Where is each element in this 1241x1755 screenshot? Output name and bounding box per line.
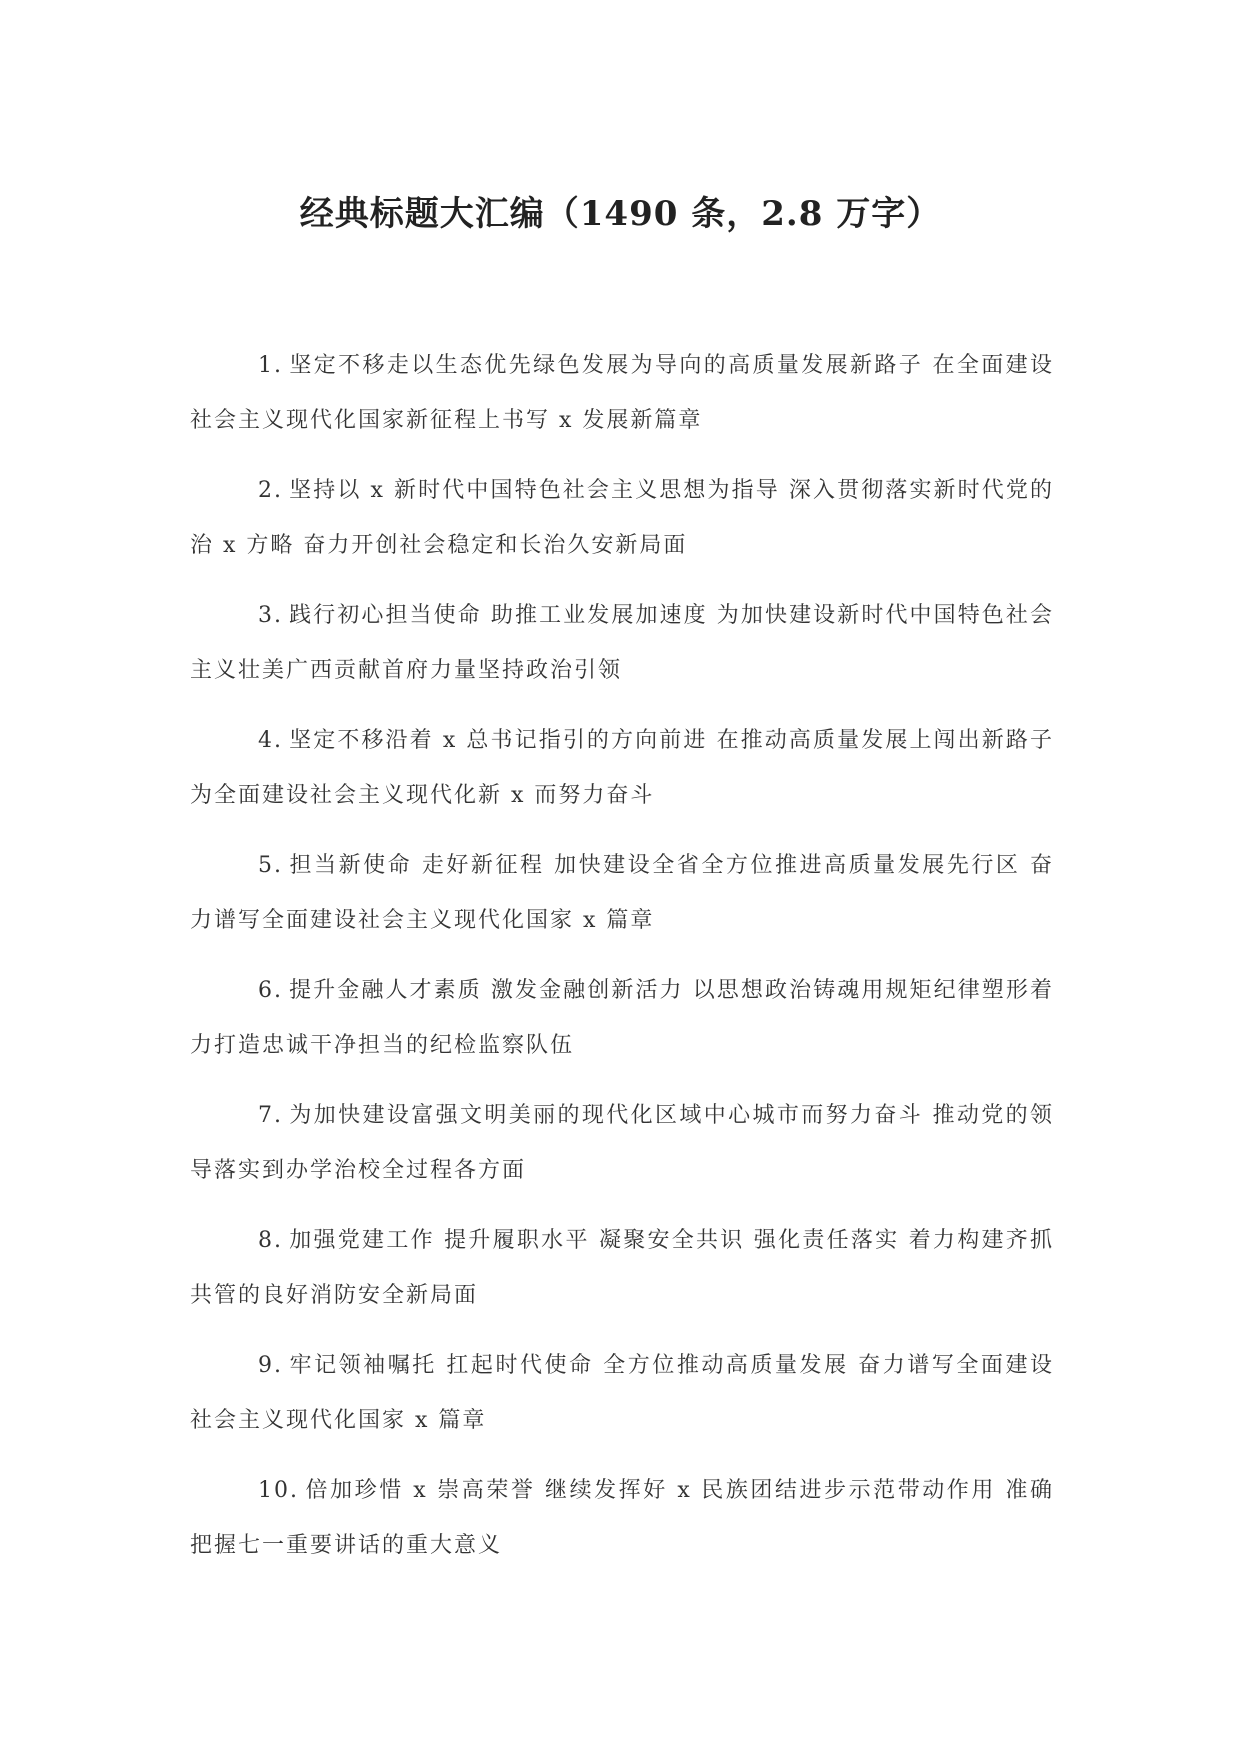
document-title: 经典标题大汇编（1490 条，2.8 万字） <box>299 194 942 234</box>
item-text: 践行初心担当使命 助推工业发展加速度 为加快建设新时代中国特色社会主义壮美广西贡献首府力量坚持政治引领 <box>190 603 1054 683</box>
list-item <box>190 463 1054 573</box>
item-text: 坚定不移沿着 x 总书记指引的方向前进 在推动高质量发展上闯出新路子 为全面建设社会主义现代化新 x 而努力奋斗 <box>190 728 1054 808</box>
item-number: 2. <box>258 478 283 503</box>
item-number: 4. <box>258 728 283 753</box>
list-item <box>190 838 1054 948</box>
item-text: 担当新使命 走好新征程 加快建设全省全方位推进高质量发展先行区 奋力谱写全面建设社会主义现代化国家 x 篇章 <box>190 853 1054 933</box>
item-number: 6. <box>258 978 283 1003</box>
item-text: 坚持以 x 新时代中国特色社会主义思想为指导 深入贯彻落实新时代党的治 x 方略 奋力开创社会稳定和长治久安新局面 <box>190 478 1054 558</box>
item-text: 牢记领袖嘱托 扛起时代使命 全方位推动高质量发展 奋力谱写全面建设社会主义现代化国家 x 篇章 <box>190 1353 1054 1433</box>
item-number: 1. <box>258 353 283 378</box>
item-number: 10. <box>258 1478 299 1503</box>
list-item <box>190 713 1054 823</box>
title-list <box>190 338 1054 1588</box>
item-number: 8. <box>258 1228 283 1253</box>
item-number: 9. <box>258 1353 283 1378</box>
item-text: 为加快建设富强文明美丽的现代化区域中心城市而努力奋斗 推动党的领导落实到办学治校全过程各方面 <box>190 1103 1054 1183</box>
item-text: 坚定不移走以生态优先绿色发展为导向的高质量发展新路子 在全面建设社会主义现代化国家新征程上书写 x 发展新篇章 <box>190 353 1054 433</box>
item-text: 加强党建工作 提升履职水平 凝聚安全共识 强化责任落实 着力构建齐抓共管的良好消防安全新局面 <box>190 1228 1054 1308</box>
list-item <box>190 1338 1054 1448</box>
list-item <box>190 338 1054 448</box>
item-number: 5. <box>258 853 283 878</box>
list-item <box>190 588 1054 698</box>
list-item <box>190 963 1054 1073</box>
list-item <box>190 1213 1054 1323</box>
list-item <box>190 1463 1054 1573</box>
item-text: 提升金融人才素质 激发金融创新活力 以思想政治铸魂用规矩纪律塑形着力打造忠诚干净担当的纪检监察队伍 <box>190 978 1054 1058</box>
list-item <box>190 1088 1054 1198</box>
item-number: 3. <box>258 603 283 628</box>
item-number: 7. <box>258 1103 283 1128</box>
item-text: 倍加珍惜 x 崇高荣誉 继续发挥好 x 民族团结进步示范带动作用 准确把握七一重要讲话的重大意义 <box>190 1478 1054 1558</box>
